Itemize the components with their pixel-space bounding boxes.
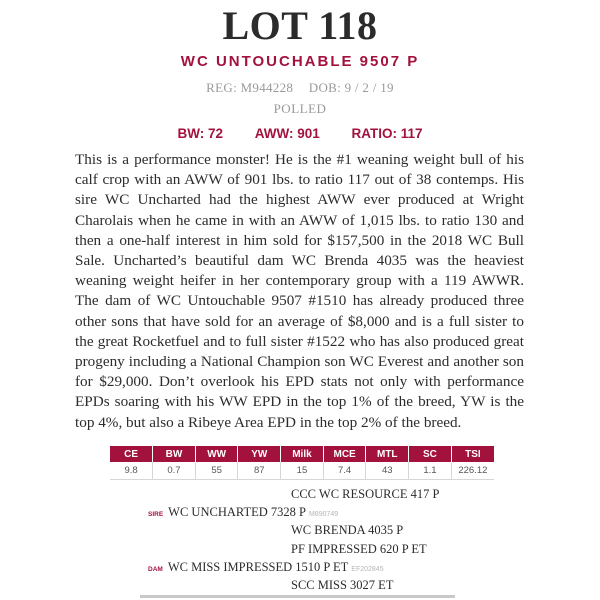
epd-value-yw: 87 bbox=[238, 462, 281, 480]
animal-name: WC UNTOUCHABLE 9507 P bbox=[180, 53, 420, 70]
pedigree-sire-dam: WC BRENDA 4035 P bbox=[291, 523, 404, 537]
epd-header-ww: WW bbox=[195, 446, 238, 462]
pedigree-dam-line bbox=[148, 560, 384, 575]
description-paragraph: This is a performance monster! He is the #1 weaning weight bull of his calf crop with an AWW of 901 lbs. to ratio 117 out of 38 contemps. His sire WC Uncharted had the highest AWW ever produced at Wright Charolais when he came in with an AWW of 1,015 lbs. to ratio 130 and then a one-half interest in him sold for $157,500 in the 2018 WC Bull Sale. Uncharted’s beautiful dam WC Brenda 4035 was the heaviest weaning weight heifer in her contemporary group with a 119 AWWR. The dam of WC Untouchable 9507 #1510 has already produced three other sons that have sold for an average of $8,000 and is a full sister to the great Rocketfuel and to full sister #1522 who has also produced great progeny including a National Champion son WC Everest and another son for $29,000. Don’t overlook his EPD stats not only with performance EPDs soaring with his WW EPD in the top 1% of the breed, YW is the top 4%, but also a Ribeye Area EPD in the top 2% of the breed. bbox=[75, 151, 524, 431]
epd-header-sc: SC bbox=[409, 446, 452, 462]
epd-header-ce: CE bbox=[110, 446, 153, 462]
adjusted-weaning-weight: AWW: 901 bbox=[254, 126, 320, 141]
pedigree-sire-reg: M890749 bbox=[308, 511, 339, 518]
epd-value-row bbox=[110, 462, 494, 480]
pedigree-sire-sire: CCC WC RESOURCE 417 P bbox=[291, 487, 440, 501]
epd-header-bw: BW bbox=[153, 446, 196, 462]
registration-line bbox=[0, 80, 600, 96]
birth-weight: BW: 72 bbox=[177, 126, 223, 141]
pedigree-sire-line bbox=[148, 505, 338, 520]
epd-header-mce: MCE bbox=[323, 446, 366, 462]
epd-value-ce: 9.8 bbox=[110, 462, 153, 480]
polled-label: POLLED bbox=[273, 101, 327, 116]
lot-title: LOT 118 bbox=[222, 3, 378, 48]
epd-header-milk: Milk bbox=[281, 446, 324, 462]
epd-value-bw: 0.7 bbox=[153, 462, 196, 480]
epd-header-yw: YW bbox=[238, 446, 281, 462]
epd-header-tsi: TSI bbox=[451, 446, 494, 462]
sire-tag: SIRE bbox=[148, 511, 164, 518]
pedigree-dam-reg: EF202845 bbox=[351, 566, 384, 573]
pedigree-dam: WC MISS IMPRESSED 1510 P ET bbox=[167, 560, 349, 574]
performance-stats bbox=[0, 126, 600, 141]
dam-tag: DAM bbox=[148, 566, 163, 573]
epd-header-mtl: MTL bbox=[366, 446, 409, 462]
weaning-ratio: RATIO: 117 bbox=[351, 126, 423, 141]
epd-value-mtl: 43 bbox=[366, 462, 409, 480]
epd-value-ww: 55 bbox=[195, 462, 238, 480]
date-of-birth: DOB: 9 / 2 / 19 bbox=[308, 80, 394, 95]
pedigree-dam-sire: PF IMPRESSED 620 P ET bbox=[291, 542, 427, 556]
epd-value-tsi: 226.12 bbox=[451, 462, 494, 480]
epd-header-row bbox=[110, 446, 494, 462]
epd-value-sc: 1.1 bbox=[409, 462, 452, 480]
registration-number: REG: M944228 bbox=[206, 80, 294, 95]
epd-value-milk: 15 bbox=[281, 462, 324, 480]
bottom-divider bbox=[140, 595, 455, 598]
epd-value-mce: 7.4 bbox=[323, 462, 366, 480]
pedigree-dam-dam: SCC MISS 3027 ET bbox=[291, 578, 394, 592]
epd-table bbox=[110, 446, 494, 480]
pedigree-sire: WC UNCHARTED 7328 P bbox=[168, 505, 306, 519]
